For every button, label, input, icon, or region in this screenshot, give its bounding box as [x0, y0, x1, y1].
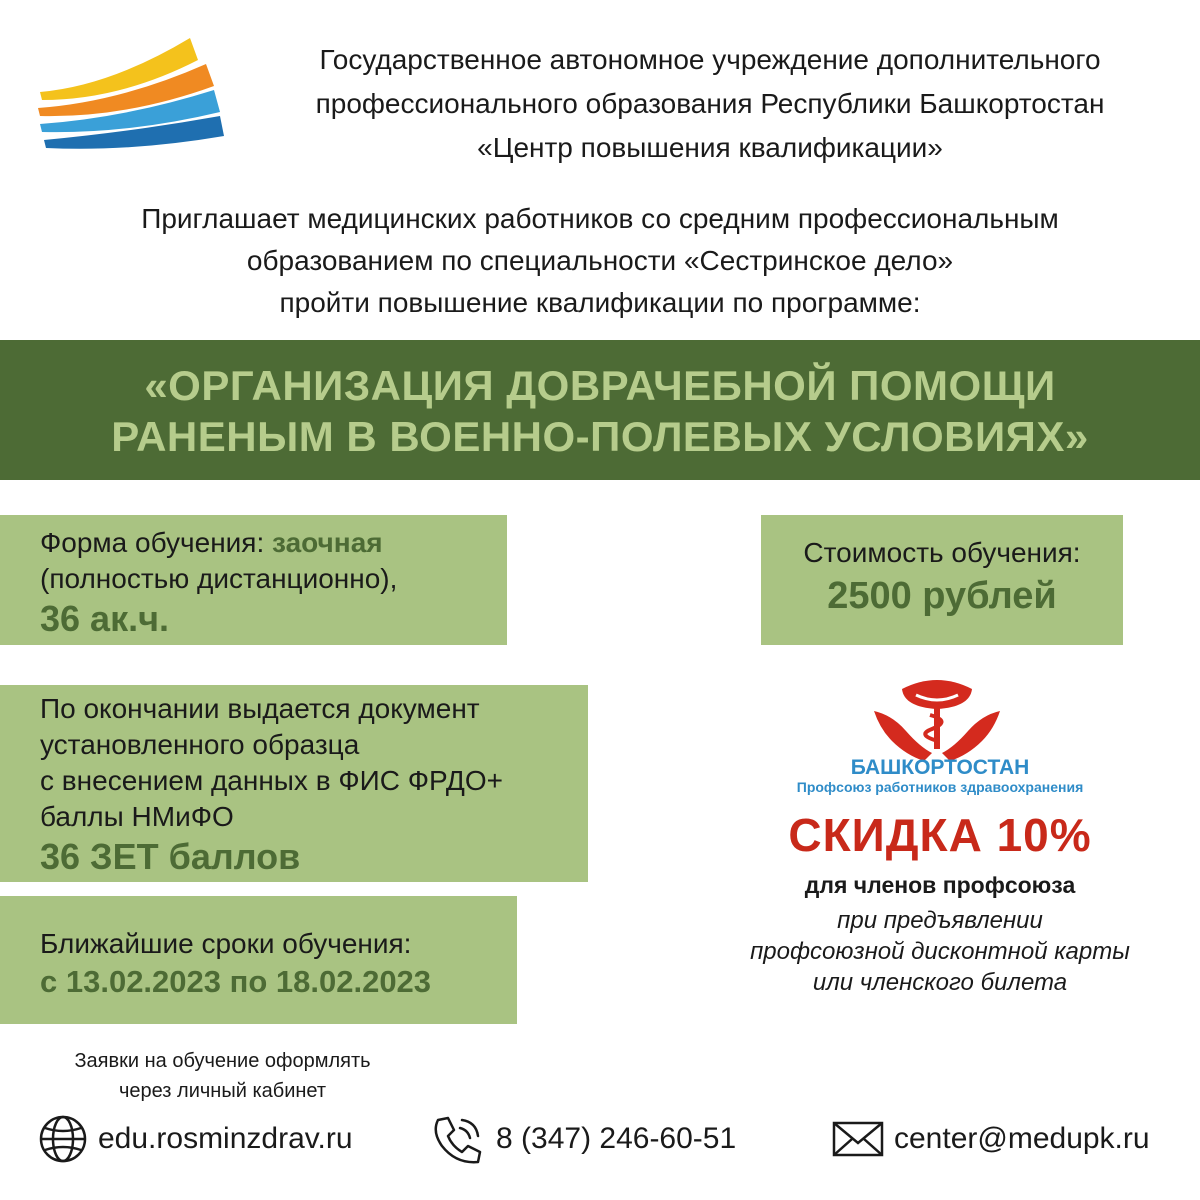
dates-label: Ближайшие сроки обучения:: [40, 928, 412, 959]
program-title-banner: [0, 340, 1200, 480]
document-points: 36 ЗЕТ баллов: [40, 836, 301, 877]
org-line: Государственное автономное учреждение дополнительного: [319, 44, 1101, 75]
application-note: [20, 1046, 425, 1106]
center-logo: [30, 30, 230, 160]
phone-number[interactable]: 8 (347) 246-60-51: [496, 1122, 737, 1155]
discount-condition-line: профсоюзной дисконтной карты: [750, 938, 1130, 965]
website-contact[interactable]: [38, 1112, 353, 1166]
phone-contact[interactable]: [430, 1112, 736, 1166]
program-title-line: «ОРГАНИЗАЦИЯ ДОВРАЧЕБНОЙ ПОМОЩИ: [144, 362, 1056, 409]
document-line: с внесением данных в ФИС ФРДО+: [40, 765, 503, 796]
cost-label: Стоимость обучения:: [803, 537, 1081, 568]
organization-name: [240, 38, 1180, 170]
discount-condition-line: при предъявлении: [837, 907, 1043, 934]
website-link[interactable]: edu.rosminzdrav.ru: [98, 1122, 353, 1155]
document-line: По окончании выдается документ: [40, 693, 480, 724]
apply-line: через личный кабинет: [118, 1080, 327, 1102]
cost-box: [761, 515, 1123, 645]
globe-icon: [38, 1114, 88, 1164]
discount-members: для членов профсоюза: [804, 872, 1076, 898]
email-address[interactable]: center@medupk.ru: [894, 1122, 1150, 1155]
document-box: [0, 685, 588, 882]
org-line: «Центр повышения квалификации»: [477, 132, 943, 163]
discount-condition-line: или членского билета: [812, 969, 1068, 996]
union-subtitle: Профсоюз работников здравоохранения: [796, 779, 1084, 795]
dates-value: с 13.02.2023 по 18.02.2023: [40, 964, 432, 999]
apply-line: Заявки на обучение оформлять: [74, 1050, 371, 1072]
dates-box: [0, 896, 517, 1024]
union-name: БАШКОРТОСТАН: [850, 756, 1030, 779]
discount-conditions: [690, 905, 1190, 998]
invitation-text: [0, 198, 1200, 324]
program-title-line: РАНЕНЫМ В ВОЕННО-ПОЛЕВЫХ УСЛОВИЯХ»: [111, 413, 1089, 460]
envelope-icon: [832, 1119, 884, 1159]
study-form-line: [40, 525, 507, 561]
union-emblem-icon: [872, 675, 1002, 763]
study-form-note: (полностью дистанционно),: [40, 563, 398, 594]
study-form-box: [0, 515, 507, 645]
invite-line: пройти повышение квалификации по программе:: [279, 287, 921, 318]
document-line: баллы НМиФО: [40, 801, 234, 832]
org-line: профессионального образования Республики Башкортостан: [315, 88, 1105, 119]
cost-value: 2500 рублей: [827, 575, 1057, 617]
invite-line: Приглашает медицинских работников со средним профессиональным: [141, 203, 1059, 234]
phone-icon: [430, 1114, 486, 1164]
document-line: установленного образца: [40, 729, 360, 760]
study-form-value: заочная: [272, 527, 383, 558]
discount-title: СКИДКА 10%: [788, 809, 1092, 861]
study-hours: 36 ак.ч.: [40, 598, 169, 639]
invite-line: образованием по специальности «Сестринское дело»: [246, 245, 954, 276]
study-form-label: Форма обучения:: [40, 527, 273, 558]
email-contact[interactable]: [832, 1112, 1150, 1166]
